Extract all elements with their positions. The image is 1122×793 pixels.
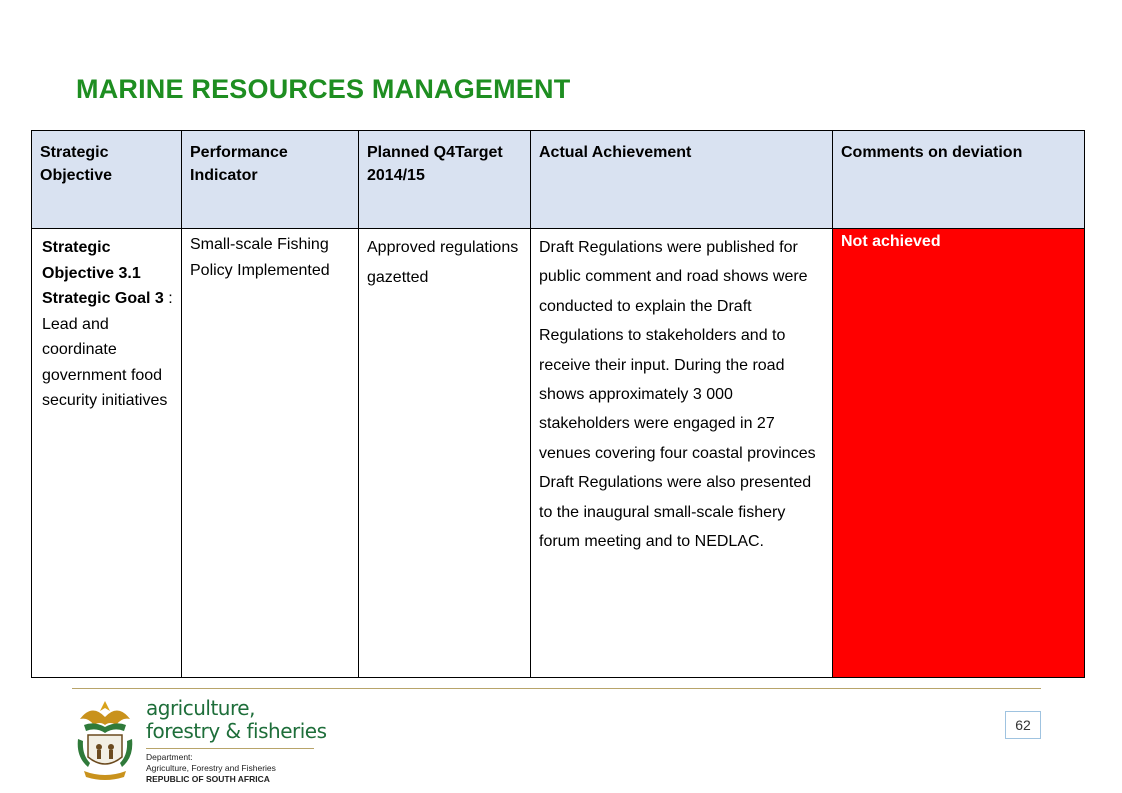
cell-planned-target: Approved regulations gazetted bbox=[359, 229, 531, 678]
objective-text: : Lead and coordinate government food security initiatives bbox=[42, 290, 173, 409]
country-name: REPUBLIC OF SOUTH AFRICA bbox=[146, 774, 270, 784]
performance-table bbox=[31, 130, 1085, 678]
dept-name: Agriculture, Forestry and Fisheries bbox=[146, 763, 276, 773]
column-header-actual-achievement: Actual Achievement bbox=[531, 131, 833, 229]
objective-bold-text: Strategic Objective 3.1 Strategic Goal 3 bbox=[42, 239, 164, 307]
logo-wordmark bbox=[146, 697, 327, 785]
cell-actual-achievement: Draft Regulations were published for public comment and road shows were conducted to explain the Draft Regulations to stakeholders and to receive their input. During the road shows approximately 3 000 stakeholders were engaged in 27 venues covering four coastal provinces Draft Regulations were also presented to the inaugural small-scale fishery forum meeting and to NEDLAC. bbox=[531, 229, 833, 678]
brand-line-1: agriculture, bbox=[146, 696, 255, 720]
department-logo bbox=[74, 695, 329, 783]
column-header-comments: Comments on deviation bbox=[833, 131, 1085, 229]
logo-divider bbox=[146, 748, 314, 749]
dept-label: Department: bbox=[146, 752, 193, 762]
brand-line-2: forestry & fisheries bbox=[146, 719, 327, 743]
column-header-performance-indicator: Performance Indicator bbox=[182, 131, 359, 229]
page-number: 62 bbox=[1005, 711, 1041, 739]
table-header-row bbox=[32, 131, 1085, 229]
coat-of-arms-icon bbox=[74, 695, 136, 781]
page-title: MARINE RESOURCES MANAGEMENT bbox=[76, 74, 571, 104]
cell-comment-status: Not achieved bbox=[833, 229, 1085, 678]
table-row bbox=[32, 229, 1085, 678]
cell-strategic-objective bbox=[32, 229, 182, 678]
footer-divider bbox=[72, 688, 1041, 689]
cell-performance-indicator: Small-scale Fishing Policy Implemented bbox=[182, 229, 359, 678]
column-header-strategic-objective: Strategic Objective bbox=[32, 131, 182, 229]
column-header-planned-target: Planned Q4Target 2014/15 bbox=[359, 131, 531, 229]
